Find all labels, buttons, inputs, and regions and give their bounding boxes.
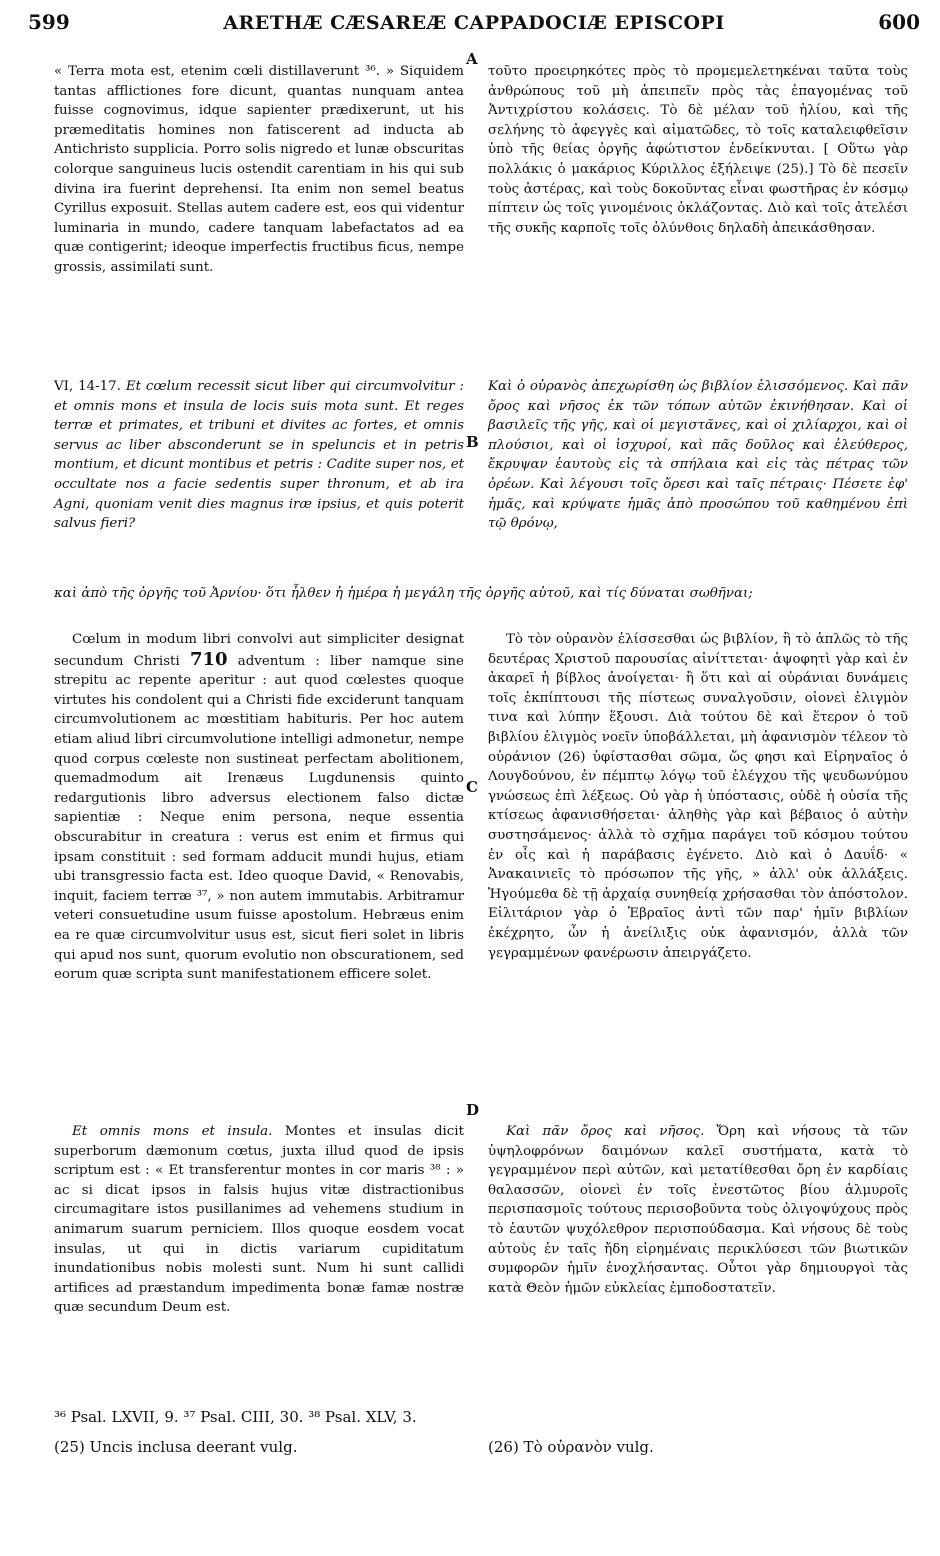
greek-paragraph-3: Τὸ τὸν οὐρανὸν ἑλίσσεσθαι ὡς βιβλίον, ἢ τὸ ἁπλῶς τὸ τῆς δευτέρας Χριστοῦ παρουσίας αἰνίττεται· ἀψοφητὶ γὰρ καὶ ἐν ἀκαρεῖ ἡ βίβλος ἀνοίγεται· ἢ ὅτι καὶ αἱ οὐράνιαι δυνάμεις τοῖς ἐκπίπτουσι τῆς πίστεως συναλγοῦσιν, οἱονεὶ ἑλιγμὸν τινα καὶ λύπην ἕξουσι. Διὰ τούτου δὲ καὶ ἕτερον ὁ τοῦ βιβλίου ἑλιγμὸς νοεῖν ὑποβάλλεται, μὴ ἀφανισμὸν τέλεον τὸ οὐράνιον (26) ὑφίστασθαι σῶμα, ὥς φησι καὶ Εἰρηναῖος ὁ Λουγδούνου, ἐν πέμπτῳ λόγῳ τοῦ ἐλέγχου τῆς ψευδωνύμου γνώσεως ἐπὶ λέξεως. Οὐ γὰρ ἡ ὑπόστασις, οὐδὲ ἡ οὐσία τῆς κτίσεως ἀφανισθήσεται· ἀληθὴς γὰρ καὶ βέβαιος ὁ αὐτὴν συστησάμενος· ἀλλὰ τὸ σχῆμα παράγει τοῦ κόσμου τούτου ἐν οἷς καὶ ἡ παράβασις ἐγένετο. Διὸ καὶ ὁ Δαυΐδ· « Ἀνακαινιεῖς τὸ πρόσωπον τῆς γῆς, » ἀλλ' οὐκ ἀλλάξεις. Ἡγούμεθα δὲ τῇ ἀρχαίᾳ συνηθείᾳ χρήσασθαι τὸν ἀπόστολον. Εἰλιτάριον γὰρ ὁ Ἑβραῖος ἀντὶ τῶν παρ' ἡμῖν βιβλίων ἐκέχρητο, ὧν ἡ ἀνείλιξις οὐκ ἀφανισμόν, ἀλλὰ τῶν γεγραμμένων φανέρωσιν ἀπειργάζετο.	[488, 632, 908, 961]
latin-block-1	[54, 62, 464, 278]
greek-spanning-line: καὶ ἀπὸ τῆς ὀργῆς τοῦ Ἀρνίου· ὅτι ἦλθεν ἡ ἡμέρα ἡ μεγάλη τῆς ὀργῆς αὐτοῦ, καὶ τίς δύναται σωθῆναι;	[54, 586, 753, 601]
latin-scripture-text: Et cœlum recessit sicut liber qui circumvolvitur : et omnis mons et insula de locis suis mota sunt. Et reges terræ et primates, et tribuni et divites ac fortes, et omnis servus ac liber absconderunt se in speluncis et in petris montium, et dicunt montibus et petris : Cadite super nos, et occultate nos a facie sedentis super thronum, et ab ira Agni, quoniam venit dies magnus iræ ipsius, et quis poterit salvus fieri?	[54, 379, 464, 532]
footnote-latin: (25) Uncis inclusa deerant vulg.	[54, 1438, 298, 1456]
marker-d: D	[466, 1101, 480, 1119]
latin-paragraph-2	[54, 377, 464, 534]
column-number: 710	[189, 648, 228, 670]
footnote-greek: (26) Τὸ οὐρανὸν vulg.	[488, 1438, 654, 1456]
latin-block-2	[54, 377, 464, 534]
running-title: ARETHÆ CÆSAREÆ CAPPADOCIÆ EPISCOPI	[223, 12, 725, 34]
greek-block-2	[488, 377, 908, 534]
marker-c: C	[466, 778, 478, 796]
greek-paragraph-1: τοῦτο προειρηκότες πρὸς τὸ προμεμελετηκέναι ταῦτα τοὺς ἀνθρώπους τοῦ μὴ ἀπειπεῖν πρὸς τὰς ἐπαγομένας τοῦ Ἀντιχρίστου κολάσεις. Τὸ δὲ μέλαν τοῦ ἡλίου, καὶ τῆς σελήνης τὸ ἀφεγγὲς καὶ αἱματῶδες, τὸ τοῖς καταλειφθεῖσιν ὑπὸ τῆς θείας ὀργῆς ἀφώτιστον ἐνδείκνυται. [ Οὕτω γὰρ πολλάκις ὁ μακάριος Κύριλλος ἐξήλειψε (25).] Τὸ δὲ πεσεῖν τοὺς ἀστέρας, καὶ τοὺς δοκοῦντας εἶναι φωστῆρας ἐν κόσμῳ πίπτειν ὡς τοῖς γινομένοις ὀκλάζοντας. Διὸ καὶ τοῖς ἀτελέσι τῆς συκῆς καρποῖς τοῖς ὀλύνθοις δηλαδὴ ἀπεικάσθησαν.	[488, 64, 908, 236]
greek-block-4	[488, 1122, 908, 1298]
marker-b: B	[466, 433, 479, 451]
marker-a: A	[466, 50, 478, 68]
greek-block-3	[488, 630, 908, 963]
greek-paragraph-4: Καὶ πᾶν ὄρος καὶ νῆσος. Ὄρη καὶ νήσους τὰ τῶν ὑψηλοφρόνων δαιμόνων καλεῖ συστήματα, κατὰ τὸ γεγραμμένον περὶ αὐτῶν, καὶ μετατίθεσθαι ὄρη ἐν καρδίαις θαλασσῶν, οἱονεὶ ἐν τοῖς ἐνεστῶτος βίου ἁλμυροῖς περισπασμοῖς τούτους περισοβοῦντα τοὺς ὀλιγοψύχους πρὸς τὸ ἑαυτῶν ψυχόλεθρον περισπούδασμα. Καὶ νήσους δὲ τοὺς αὐτοὺς ἐν ταῖς ἤδη εἰρημέναις περικλύσεσι τῶν βιωτικῶν συμφορῶν ἡμῖν ἐνοχλήσαντας. Οὗτοι γὰρ δημιουργοὶ τὰς κατὰ Θεὸν ἡμῶν εὐκλείας ἐμποδοστατεῖν.	[488, 1124, 908, 1296]
greek-scripture-text: Καὶ ὁ οὐρανὸς ἀπεχωρίσθη ὡς βιβλίον ἑλισσόμενος. Καὶ πᾶν ὄρος καὶ νῆσος ἐκ τῶν τόπων αὐτῶν ἐκινήθησαν. Καὶ οἱ βασιλεῖς τῆς γῆς, καὶ οἱ μεγιστᾶνες, καὶ οἱ χιλίαρχοι, καὶ οἱ πλούσιοι, καὶ οἱ ἰσχυροί, καὶ πᾶς δοῦλος καὶ ἐλεύθερος, ἔκρυψαν ἑαυτοὺς εἰς τὰ σπήλαια καὶ εἰς τὰς πέτρας τῶν ὀρέων. Καὶ λέγουσι τοῖς ὄρεσι καὶ ταῖς πέτραις· Πέσετε ἐφ' ἡμᾶς, καὶ κρύψατε ἡμᾶς ἀπὸ προσώπου τοῦ καθημένου ἐπὶ τῷ θρόνῳ,	[488, 379, 908, 532]
greek-lemma: Καὶ πᾶν ὄρος καὶ νῆσος.	[506, 1124, 705, 1139]
page-header	[28, 10, 920, 44]
greek-block-1	[488, 62, 908, 238]
latin-paragraph-1: « Terra mota est, etenim cœli distillaverunt ³⁶. » Siquidem tantas afflictiones fore dicunt, quantas nunquam antea fuisse cognovimus, idque sapienter prædixerunt, ut his præmeditatis homines non fatiscerent ad inducta ab Antichristo supplicia. Porro solis nigredo et lunæ obscuritas colorque sanguineus lucis ostendit carentiam in his qui sub divina ira fuerint deprehensi. Ita enim non semel beatus Cyrillus exposuit. Stellas autem cadere est, eos qui videntur luminaria in mundo, cadere tanquam labefactatos ad ea quæ contigerint; ideoque imperfectis fructibus ficus, nempe grossis, assimilati sunt.	[54, 64, 464, 275]
page-number-left: 599	[28, 10, 70, 34]
page-number-right: 600	[878, 10, 920, 34]
latin-paragraph-3: Cœlum in modum libri convolvi aut simpliciter designat secundum Christi 710 adventum : liber namque sine strepitu ac repente aperitur : aut quod cœlestes quoque virtutes his condolent qui a Christi fide exciderunt tanquam circumvolutionem ac mœstitiam habituris. Per hoc autem etiam aliud libri circumvolutione intelligi admonetur, nempe quod corpus cœleste non sustineat perfectam abolitionem, quemadmodum ait Irenæus Lugdunensis quinto redargutionis libro adversus electionem falso dictæ sapientiæ : Neque enim persona, neque essentia obscurabitur in creatura : verus est enim et firmus qui ipsam constituit : sed formam adducit mundi hujus, etiam ubi transgressio facta est. Ideo quoque David, « Renovabis, inquit, faciem terræ ³⁷, » non autem immutabis. Arbitramur veteri consuetudine usum fuisse apostolum. Hebræus enim ea re quæ circumvolvitur usus est, sicut fieri solet in libris qui apud nos sunt, quorum evolutio non obscurationem, sed eorum quæ scripta sunt manifestationem efficere solet.	[54, 632, 464, 983]
scripture-references: ³⁶ Psal. LXVII, 9. ³⁷ Psal. CIII, 30. ³⁸ Psal. XLV, 3.	[54, 1408, 417, 1426]
latin-block-3	[54, 630, 464, 985]
latin-block-4	[54, 1122, 464, 1318]
verse-reference: VI, 14-17.	[54, 379, 121, 394]
latin-paragraph-4: Et omnis mons et insula. Montes et insulas dicit superborum dæmonum cœtus, juxta illud quod de ipsis scriptum est : « Et transferentur montes in cor maris ³⁸ : » ac si dicat ipsos in falsis hujus vitæ distractionibus circumagitare istos pusillanimes ad vehemens studium in animarum suarum perniciem. Illos quoque eosdem vocat insulas, ut qui in dictis variarum cupiditatum inundationibus nobis molesti sunt. Num hi sunt callidi artifices ad præstandum impedimenta bonæ famæ nostræ quæ secundum Deum est.	[54, 1124, 464, 1316]
latin-lemma: Et omnis mons et insula.	[72, 1124, 273, 1139]
